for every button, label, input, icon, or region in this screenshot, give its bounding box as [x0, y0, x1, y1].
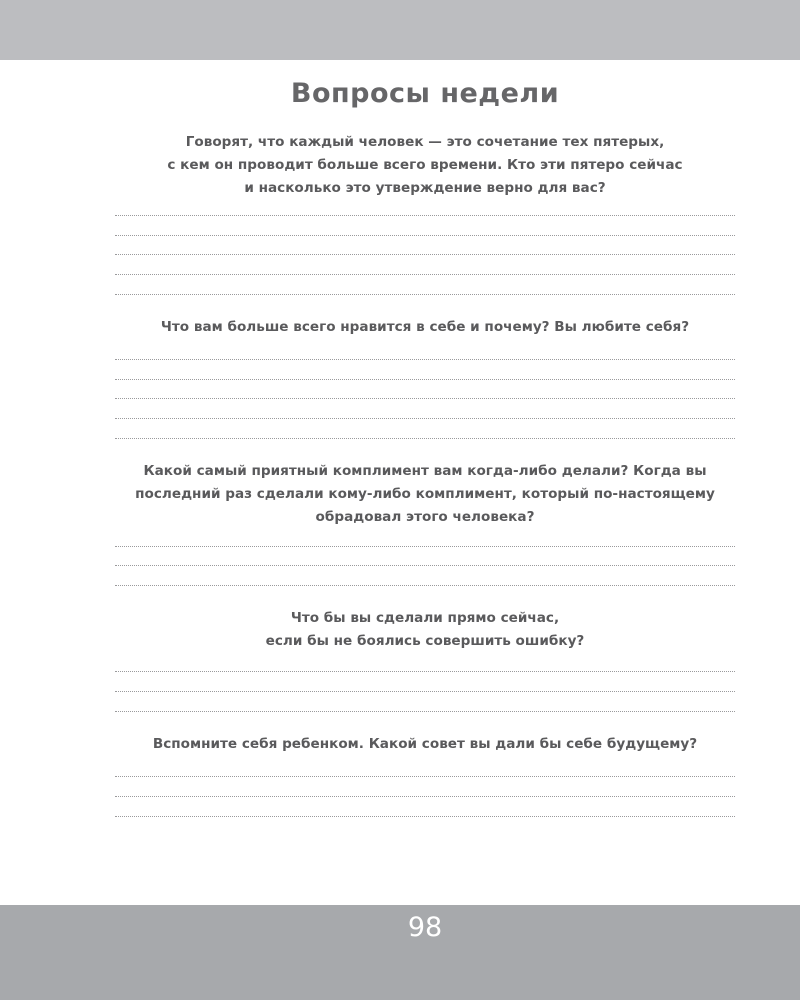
question-5: [115, 733, 735, 756]
answer-line[interactable]: [115, 585, 735, 586]
question-4-line-2: если бы не боялись совершить ошибку?: [265, 633, 585, 649]
question-4: [115, 607, 735, 653]
answer-line[interactable]: [115, 235, 735, 236]
question-1-line-2: с кем он проводит больше всего времени. Кто эти пятеро сейчас: [167, 157, 683, 173]
question-1-line-1: Говорят, что каждый человек — это сочетание тех пятерых,: [185, 134, 665, 150]
answer-line[interactable]: [115, 438, 735, 439]
question-3-line-3: обрадовал этого человека?: [315, 509, 535, 525]
question-2: [115, 316, 735, 339]
answer-line[interactable]: [115, 215, 735, 216]
answer-line[interactable]: [115, 294, 735, 295]
answer-line[interactable]: [115, 398, 735, 399]
page-number: 98: [407, 912, 443, 943]
answer-line[interactable]: [115, 565, 735, 566]
question-3-line-1: Какой самый приятный комплимент вам когда-либо делали? Когда вы: [143, 463, 707, 479]
question-3-line-2: последний раз сделали кому-либо комплимент, который по-настоящему: [135, 486, 715, 502]
question-4-line-1: Что бы вы сделали прямо сейчас,: [290, 610, 560, 626]
answer-line[interactable]: [115, 359, 735, 360]
answer-line[interactable]: [115, 254, 735, 255]
answer-line[interactable]: [115, 796, 735, 797]
question-2-line-1: Что вам больше всего нравится в себе и почему? Вы любите себя?: [160, 319, 690, 335]
answer-line[interactable]: [115, 711, 735, 712]
answer-line[interactable]: [115, 776, 735, 777]
question-1: [115, 131, 735, 200]
answer-line[interactable]: [115, 546, 735, 547]
answer-line[interactable]: [115, 671, 735, 672]
answer-line[interactable]: [115, 274, 735, 275]
question-5-line-1: Вспомните себя ребенком. Какой совет вы дали бы себе будущему?: [152, 736, 698, 752]
answer-line[interactable]: [115, 418, 735, 419]
answer-line[interactable]: [115, 379, 735, 380]
answer-line[interactable]: [115, 691, 735, 692]
answer-line[interactable]: [115, 816, 735, 817]
question-3: [115, 460, 735, 529]
top-header-band: [0, 0, 800, 60]
question-1-line-3: и насколько это утверждение верно для вас?: [244, 180, 606, 196]
page-title: Вопросы недели: [290, 78, 560, 109]
